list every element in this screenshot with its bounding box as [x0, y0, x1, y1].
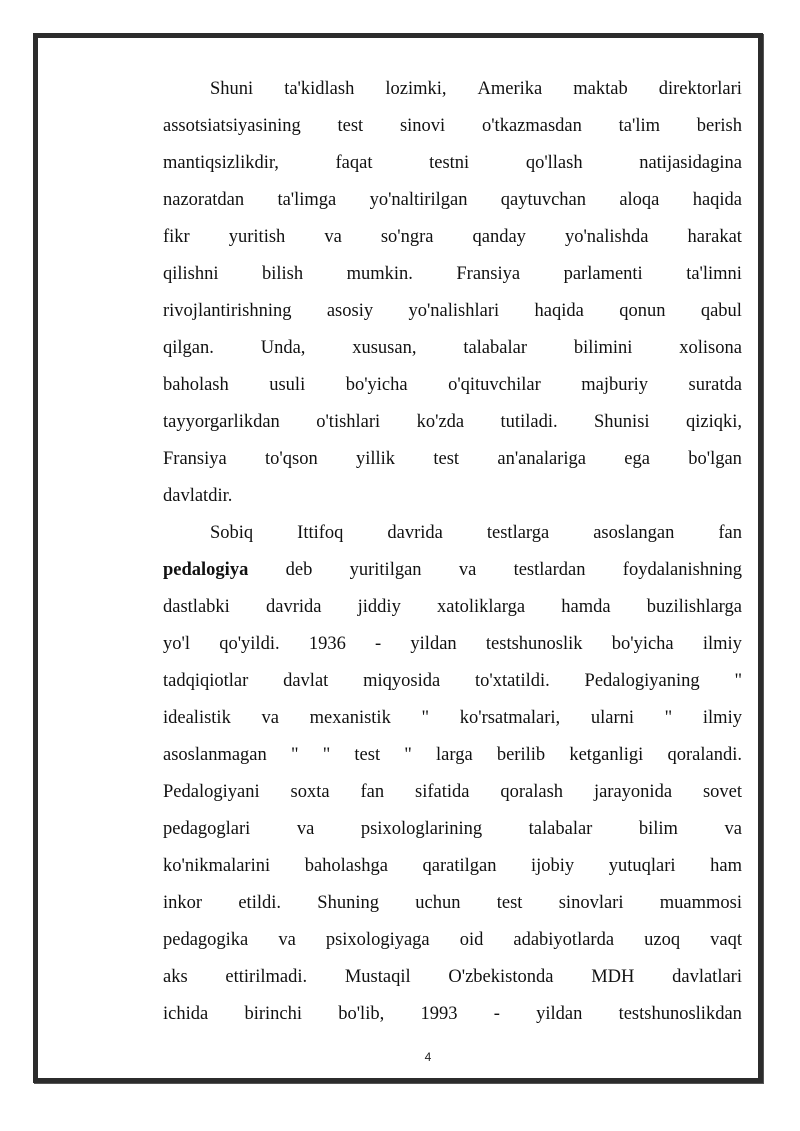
word: ta'kidlash [284, 79, 355, 99]
text-line [163, 552, 742, 589]
word: ichida [163, 1004, 209, 1024]
word: va [261, 708, 279, 728]
word: test [433, 449, 460, 469]
word: Pedalogiyaning [584, 671, 700, 691]
word: vaqt [710, 930, 742, 950]
word: natijasidagina [639, 153, 742, 173]
text-line [163, 367, 742, 404]
text-line [163, 774, 742, 811]
word: sinovi [399, 116, 446, 136]
word: rivojlantirishning [163, 301, 292, 321]
word: qilgan. [163, 338, 214, 358]
word: uchun [415, 893, 461, 913]
word: asoslanmagan [163, 745, 267, 765]
word: talabalar [528, 819, 593, 839]
word: bilimini [573, 338, 633, 358]
word: idealistik [163, 708, 231, 728]
word: usuli [269, 375, 306, 395]
word: " [664, 708, 673, 728]
word: qonun [619, 301, 666, 321]
word: to'xtatildi. [474, 671, 550, 691]
word: ketganligi [569, 745, 644, 765]
text-line [163, 330, 742, 367]
word: ilmiy [702, 634, 742, 654]
word: oid [459, 930, 484, 950]
word: uzoq [644, 930, 681, 950]
word: berilib [496, 745, 546, 765]
word: " [322, 745, 331, 765]
paragraph [163, 71, 742, 515]
word: bilim [638, 819, 678, 839]
word: Unda, [260, 338, 306, 358]
word: sovet [702, 782, 742, 802]
text-line [163, 626, 742, 663]
word: davlatdir. [163, 486, 233, 506]
word: qanday [472, 227, 526, 247]
text-line [163, 589, 742, 626]
word: 1993 [420, 1004, 458, 1024]
word: test [337, 116, 364, 136]
word: Shuni [210, 79, 254, 99]
word: direktorlari [658, 79, 742, 99]
word: testni [429, 153, 470, 173]
word: baholashga [304, 856, 388, 876]
word: davrida [387, 523, 443, 543]
word: o'tkazmasdan [481, 116, 582, 136]
word: yo'nalishlari [408, 301, 500, 321]
word: asoslangan [593, 523, 675, 543]
word: ta'limga [277, 190, 337, 210]
word: 1936 [308, 634, 346, 654]
text-line [163, 219, 742, 256]
word: nazoratdan [163, 190, 245, 210]
word: Amerika [477, 79, 543, 99]
word: davrida [265, 597, 322, 617]
word: ko'zda [416, 412, 465, 432]
word: lozimki, [385, 79, 447, 99]
word: yo'naltirilgan [369, 190, 468, 210]
word: xolisona [679, 338, 742, 358]
word: berish [696, 116, 742, 136]
word: hamda [561, 597, 611, 617]
word: faqat [335, 153, 373, 173]
word: haqida [692, 190, 742, 210]
word: an'analariga [497, 449, 586, 469]
word: dastlabki [163, 597, 230, 617]
word: Fransiya [163, 449, 227, 469]
word: tadqiqiotlar [163, 671, 249, 691]
word: o'qituvchilar [448, 375, 541, 395]
word: " [290, 745, 299, 765]
text-line [163, 700, 742, 737]
word: jiddiy [357, 597, 401, 617]
word: ega [624, 449, 650, 469]
word: pedagogika [163, 930, 249, 950]
word: yillik [356, 449, 396, 469]
word: bo'lgan [688, 449, 742, 469]
word: ko'nikmalarini [163, 856, 271, 876]
word: deb [285, 560, 313, 580]
word: birinchi [244, 1004, 302, 1024]
word: testlardan [513, 560, 586, 580]
word: qo'yildi. [219, 634, 280, 654]
word: miqyosida [363, 671, 441, 691]
word: " [421, 708, 430, 728]
word: harakat [687, 227, 742, 247]
text-line [163, 848, 742, 885]
word: testshunoslikdan [618, 1004, 742, 1024]
word: adabiyotlarda [513, 930, 615, 950]
word: davlat [283, 671, 329, 691]
word: soxta [290, 782, 330, 802]
text-line [163, 71, 742, 108]
word: qiziqki, [685, 412, 742, 432]
word: Pedalogiyani [163, 782, 260, 802]
word: foydalanishning [622, 560, 742, 580]
word: sifatida [415, 782, 470, 802]
word: xatoliklarga [437, 597, 526, 617]
word: ko'rsatmalari, [459, 708, 561, 728]
text-line [163, 737, 742, 774]
text-line [163, 441, 742, 478]
word: mexanistik [309, 708, 391, 728]
text-line [163, 108, 742, 145]
text-line [163, 922, 742, 959]
word: - [493, 1004, 500, 1024]
word: aks [163, 967, 188, 987]
word: bilish [262, 264, 304, 284]
word: baholash [163, 375, 229, 395]
word: haqida [534, 301, 584, 321]
word: Sobiq [210, 523, 254, 543]
word: sinovlari [558, 893, 624, 913]
word: bo'yicha [345, 375, 408, 395]
text-line [163, 256, 742, 293]
word: ta'limni [686, 264, 742, 284]
word: ularni [590, 708, 634, 728]
word: inkor [163, 893, 203, 913]
word: so'ngra [380, 227, 434, 247]
word: MDH [591, 967, 635, 987]
word: qilishni [163, 264, 219, 284]
text-line [163, 293, 742, 330]
word: suratda [688, 375, 742, 395]
word: qabul [700, 301, 742, 321]
word: o'tishlari [316, 412, 381, 432]
word: aloqa [619, 190, 660, 210]
word: psixologlarining [360, 819, 483, 839]
bold-term: pedalogiya [163, 560, 249, 580]
word: jarayonida [593, 782, 673, 802]
word: xususan, [352, 338, 417, 358]
text-line [163, 515, 742, 552]
text-line [163, 959, 742, 996]
word: buzilishlarga [646, 597, 742, 617]
page-number: 4 [424, 1050, 432, 1064]
word: qaratilgan [422, 856, 497, 876]
word: test [496, 893, 523, 913]
word: fikr [163, 227, 190, 247]
word: muammosi [659, 893, 742, 913]
word: ilmiy [702, 708, 742, 728]
document-body [163, 71, 742, 1033]
word: va [458, 560, 477, 580]
word: tutiladi. [500, 412, 558, 432]
text-line [163, 182, 742, 219]
word: va [724, 819, 742, 839]
word: yildan [536, 1004, 583, 1024]
word: Shunisi [594, 412, 650, 432]
word: testshunoslik [485, 634, 583, 654]
word: O'zbekistonda [448, 967, 554, 987]
word: davlatlari [672, 967, 742, 987]
text-line [163, 663, 742, 700]
word: ham [710, 856, 742, 876]
word: fan [718, 523, 742, 543]
text-line [163, 145, 742, 182]
word: va [296, 819, 315, 839]
word: va [278, 930, 296, 950]
word: yutuqlari [608, 856, 676, 876]
word: assotsiatsiyasining [163, 116, 301, 136]
word: qoralash [500, 782, 564, 802]
word: etildi. [238, 893, 281, 913]
word: asosiy [326, 301, 374, 321]
word: Fransiya [456, 264, 521, 284]
text-line [163, 404, 742, 441]
word: yo'nalishda [564, 227, 649, 247]
word: mumkin. [346, 264, 413, 284]
word: to'qson [265, 449, 318, 469]
word: Shuning [317, 893, 379, 913]
word: parlamenti [563, 264, 643, 284]
word: yuritish [228, 227, 286, 247]
paragraph [163, 515, 742, 1033]
word: test [354, 745, 381, 765]
word: tayyorgarlikdan [163, 412, 280, 432]
word: fan [360, 782, 385, 802]
word: qaytuvchan [500, 190, 587, 210]
word: testlarga [486, 523, 550, 543]
word: Mustaqil [344, 967, 411, 987]
text-line [163, 996, 742, 1033]
text-line [163, 478, 742, 515]
text-line [163, 811, 742, 848]
word: yuritilgan [349, 560, 422, 580]
word: bo'yicha [611, 634, 674, 654]
word: " [734, 671, 742, 691]
word: larga [436, 745, 473, 765]
word: qo'llash [525, 153, 583, 173]
word: - [375, 634, 382, 654]
word: Ittifoq [297, 523, 344, 543]
word: yo'l [163, 634, 190, 654]
word: pedagoglari [163, 819, 251, 839]
word: psixologiyaga [325, 930, 430, 950]
word: maktab [573, 79, 628, 99]
word: qoralandi. [667, 745, 742, 765]
word: " [404, 745, 412, 765]
word: talabalar [463, 338, 527, 358]
word: ta'lim [618, 116, 661, 136]
text-line [163, 885, 742, 922]
word: mantiqsizlikdir, [163, 153, 279, 173]
word: ettirilmadi. [225, 967, 308, 987]
word: majburiy [581, 375, 649, 395]
word: bo'lib, [338, 1004, 385, 1024]
word: va [324, 227, 342, 247]
word: yildan [410, 634, 457, 654]
word: ijobiy [531, 856, 575, 876]
